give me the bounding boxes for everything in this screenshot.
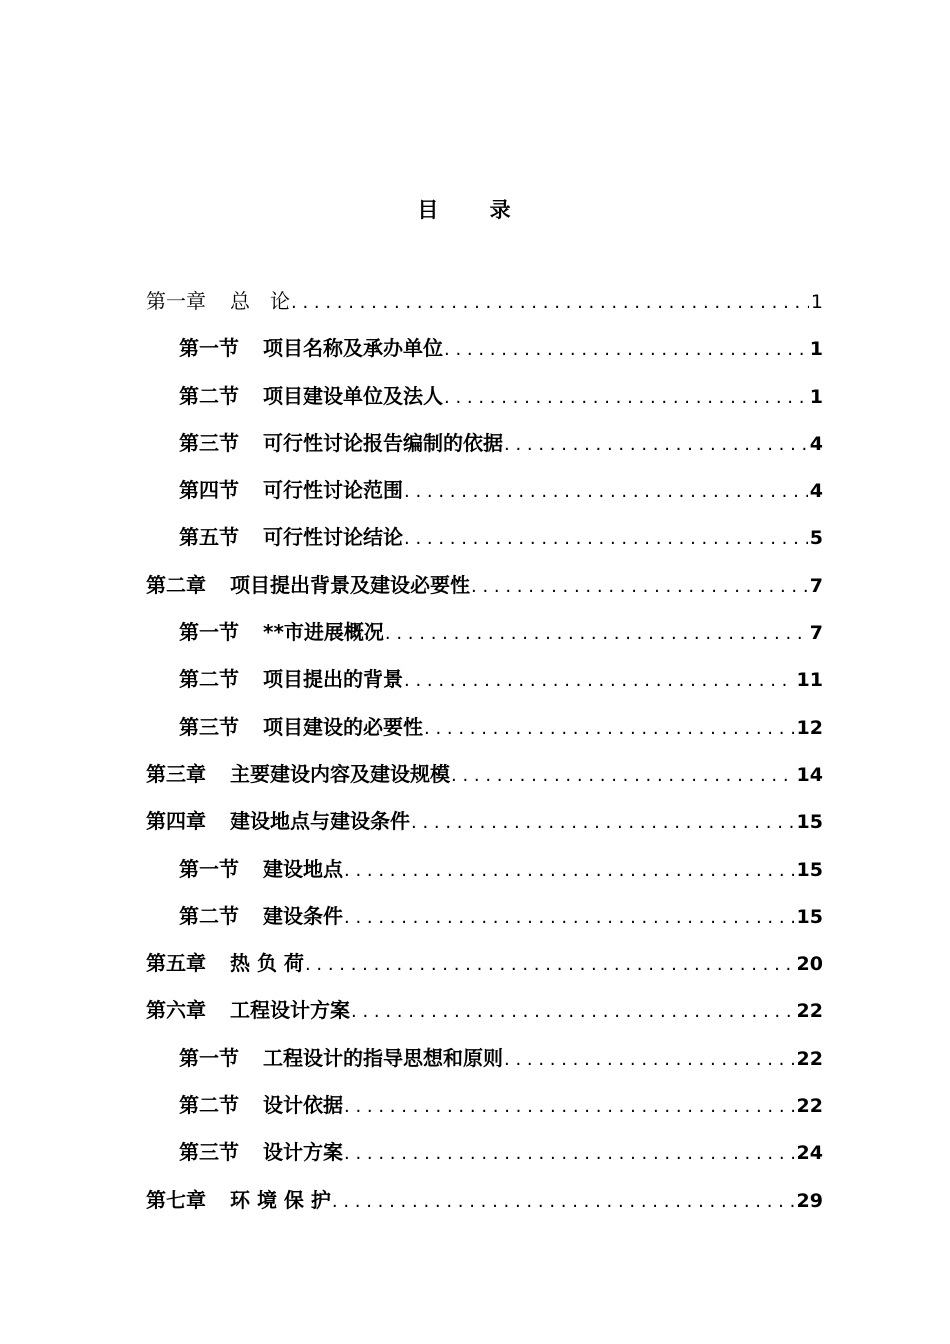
dot-leader — [344, 1089, 795, 1125]
toc-entry-heading: 环 境 保 护 — [230, 1187, 331, 1212]
toc-entry-page-number: 15 — [796, 858, 823, 881]
toc-entry-heading: 主要建设内容及建设规模 — [230, 761, 450, 786]
dot-leader — [444, 332, 808, 368]
toc-chapter-entry[interactable] — [146, 283, 823, 330]
toc-entry-number: 第三节 — [179, 714, 239, 739]
toc-chapter-entry[interactable] — [146, 567, 823, 614]
toc-entry-heading: 项目建设的必要性 — [263, 714, 423, 739]
toc-entry-heading: 可行性讨论结论 — [263, 525, 403, 550]
toc-entry-page-number: 20 — [796, 953, 823, 976]
toc-entry-page-number: 12 — [796, 716, 823, 739]
toc-entry-number: 第一节 — [179, 620, 239, 645]
dot-leader — [344, 900, 795, 936]
toc-entry-page-number: 22 — [796, 1000, 823, 1023]
toc-entry-heading: 设计依据 — [263, 1093, 343, 1118]
toc-entry-number: 第一节 — [179, 336, 239, 361]
toc-entry-number: 第四章 — [146, 809, 206, 834]
toc-section-entry[interactable] — [146, 1040, 823, 1087]
toc-entry-page-number: 24 — [796, 1142, 823, 1165]
dot-leader — [444, 380, 808, 416]
dot-leader — [344, 853, 795, 889]
toc-section-entry[interactable] — [146, 1134, 823, 1181]
dot-leader — [504, 1042, 795, 1078]
toc-entry-number: 第二章 — [146, 572, 206, 597]
toc-entry-number: 第七章 — [146, 1187, 206, 1212]
toc-entry-heading: 工程设计的指导思想和原则 — [263, 1045, 503, 1070]
toc-entry-heading: 建设地点与建设条件 — [230, 809, 410, 834]
dot-leader — [404, 663, 795, 699]
toc-entry-page-number: 1 — [809, 338, 823, 361]
toc-entry-page-number: 22 — [796, 1047, 823, 1070]
toc-chapter-entry[interactable] — [146, 1182, 823, 1229]
toc-entry-page-number: 4 — [809, 480, 823, 503]
toc-entry-heading: 工程设计方案 — [230, 998, 350, 1023]
dot-leader — [344, 1136, 795, 1172]
toc-entry-page-number: 15 — [796, 811, 823, 834]
toc-entry-page-number: 5 — [809, 527, 823, 550]
dot-leader — [404, 474, 808, 510]
toc-section-entry[interactable] — [146, 425, 823, 472]
toc-entry-heading: **市进展概况 — [263, 620, 384, 645]
toc-entry-number: 第四节 — [179, 478, 239, 503]
toc-entry-number: 第三章 — [146, 761, 206, 786]
toc-entry-number: 第三节 — [179, 1140, 239, 1165]
toc-section-entry[interactable] — [146, 661, 823, 708]
toc-entry-heading: 项目名称及承办单位 — [263, 336, 443, 361]
toc-entry-page-number: 7 — [809, 622, 823, 645]
toc-chapter-entry[interactable] — [146, 945, 823, 992]
toc-section-entry[interactable] — [146, 472, 823, 519]
toc-entry-number: 第五节 — [179, 525, 239, 550]
toc-section-entry[interactable] — [146, 1087, 823, 1134]
toc-entry-page-number: 29 — [796, 1189, 823, 1212]
toc-entry-number: 第二节 — [179, 903, 239, 928]
toc-entry-page-number: 14 — [796, 763, 823, 786]
toc-entry-number: 第二节 — [179, 383, 239, 408]
toc-entry-heading: 可行性讨论报告编制的依据 — [263, 430, 503, 455]
toc-entry-number: 第一章 — [146, 289, 206, 313]
toc-section-entry[interactable] — [146, 614, 823, 661]
toc-entry-number: 第二节 — [179, 1093, 239, 1118]
toc-entry-page-number: 7 — [809, 574, 823, 597]
toc-entry-heading: 项目提出背景及建设必要性 — [230, 572, 470, 597]
toc-entry-heading: 可行性讨论范围 — [263, 478, 403, 503]
toc-chapter-entry[interactable] — [146, 803, 823, 850]
toc-title: 目 录 — [417, 198, 533, 222]
toc-entry-number: 第六章 — [146, 998, 206, 1023]
toc-entry-number: 第二节 — [179, 667, 239, 692]
toc-section-entry[interactable] — [146, 851, 823, 898]
dot-leader — [404, 521, 808, 557]
dot-leader — [291, 285, 809, 321]
toc-section-entry[interactable] — [146, 898, 823, 945]
toc-chapter-entry[interactable] — [146, 756, 823, 803]
toc-entry-heading: 热 负 荷 — [230, 951, 304, 976]
toc-entry-page-number: 11 — [796, 669, 823, 692]
toc-entry-page-number: 22 — [796, 1095, 823, 1118]
toc-section-entry[interactable] — [146, 330, 823, 377]
toc-entry-page-number: 4 — [809, 432, 823, 455]
dot-leader — [411, 805, 795, 841]
toc-entry-page-number: 15 — [796, 905, 823, 928]
toc-entry-number: 第一节 — [179, 856, 239, 881]
dot-leader — [385, 616, 808, 652]
toc-entry-number: 第一节 — [179, 1045, 239, 1070]
dot-leader — [424, 711, 795, 747]
toc-entry-heading: 总 论 — [230, 289, 290, 313]
toc-entry-heading: 项目提出的背景 — [263, 667, 403, 692]
dot-leader — [305, 947, 795, 983]
dot-leader — [504, 427, 808, 463]
toc-entry-heading: 项目建设单位及法人 — [263, 383, 443, 408]
toc-entry-heading: 建设条件 — [263, 903, 343, 928]
dot-leader — [471, 569, 808, 605]
dot-leader — [332, 1184, 795, 1220]
toc-section-entry[interactable] — [146, 519, 823, 566]
toc-entry-number: 第五章 — [146, 951, 206, 976]
toc-entry-heading: 设计方案 — [263, 1140, 343, 1165]
table-of-contents — [146, 283, 823, 1229]
toc-entry-page-number: 1 — [809, 385, 823, 408]
dot-leader — [451, 758, 795, 794]
toc-entry-number: 第三节 — [179, 430, 239, 455]
dot-leader — [351, 994, 795, 1030]
toc-section-entry[interactable] — [146, 378, 823, 425]
toc-entry-heading: 建设地点 — [263, 856, 343, 881]
toc-entry-page-number: 1 — [810, 291, 823, 313]
toc-section-entry[interactable] — [146, 709, 823, 756]
toc-chapter-entry[interactable] — [146, 992, 823, 1039]
